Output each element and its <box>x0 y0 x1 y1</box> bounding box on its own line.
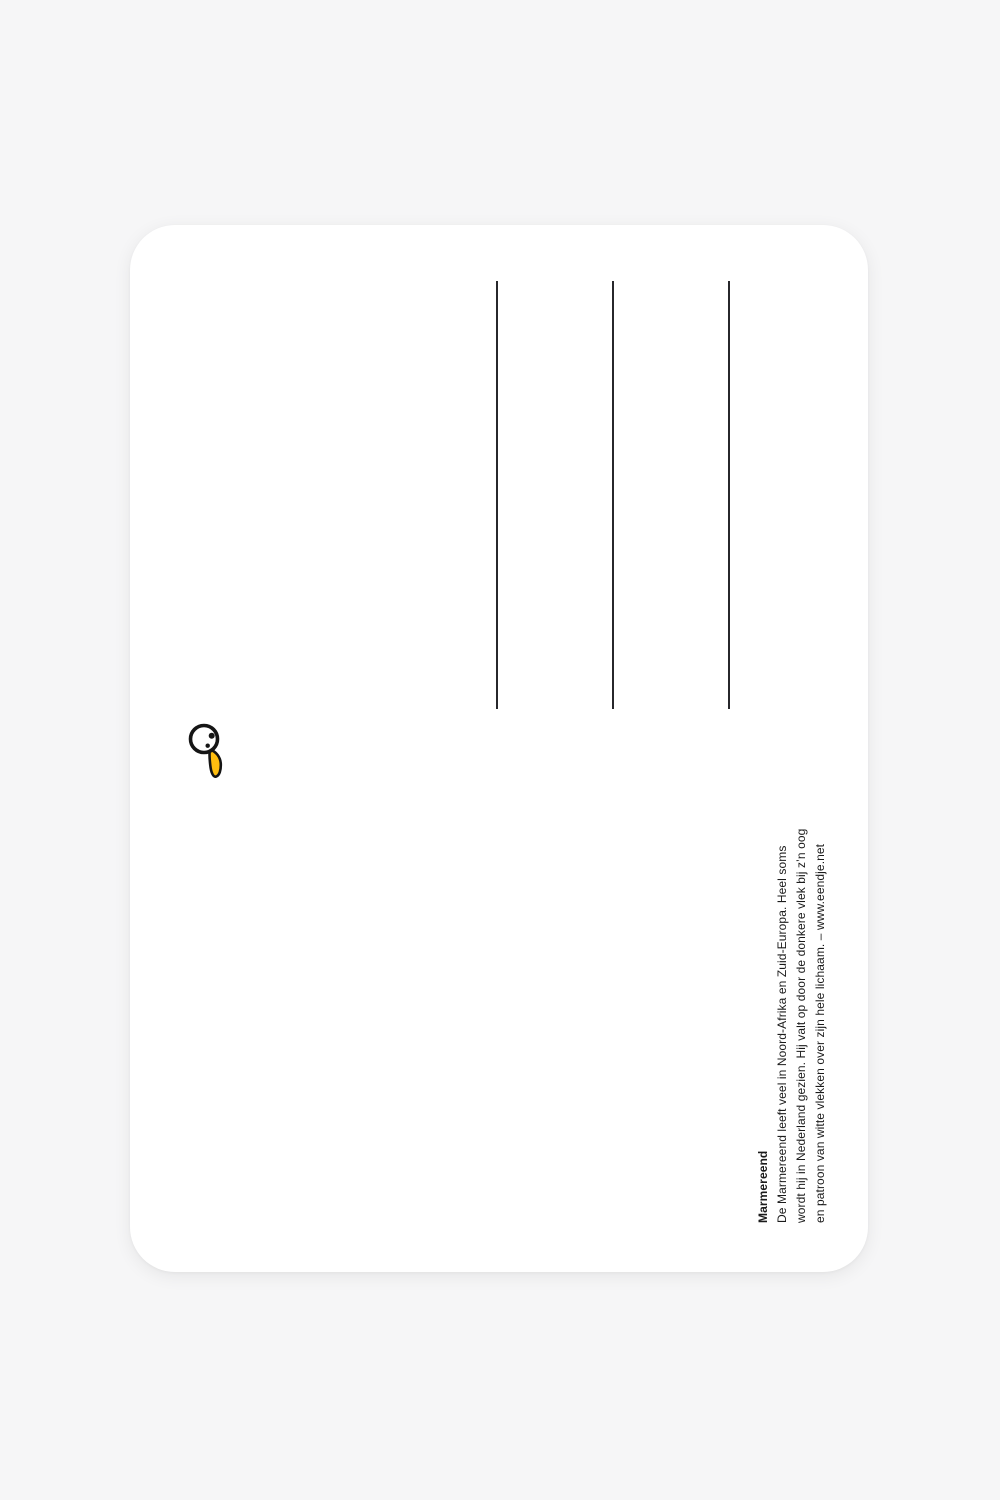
postcard <box>130 225 868 1272</box>
address-line <box>728 281 730 709</box>
duck-head-icon <box>186 721 232 783</box>
address-lines <box>496 281 730 709</box>
address-line <box>612 281 614 709</box>
info-title: Marmereend <box>756 1150 770 1223</box>
postcard-info-text <box>754 821 832 1223</box>
info-line: en patroon van witte vlekken over zijn hele lichaam. – www.eendje.net <box>813 843 827 1223</box>
info-line: De Marmereend leeft veel in Noord-Afrika en Zuid-Europa. Heel soms <box>775 845 789 1223</box>
address-line <box>496 281 498 709</box>
info-line: wordt hij in Nederland gezien. Hij valt op door de donkere vlek bij z’n oog <box>794 828 808 1223</box>
